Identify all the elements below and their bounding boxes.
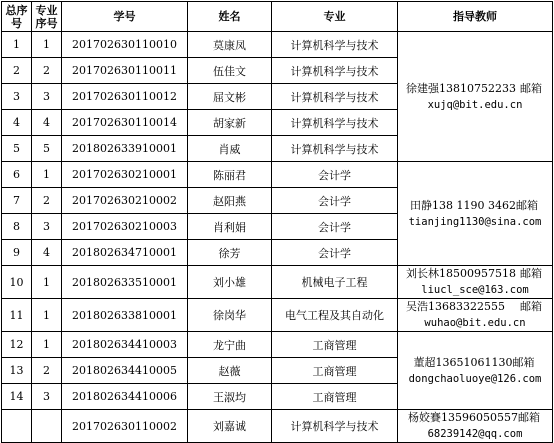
header-overall-no: 总序号 xyxy=(2,2,32,32)
table-row xyxy=(2,332,553,358)
major-no-cell: 1 xyxy=(32,299,62,332)
student-id-cell: 201702630210003 xyxy=(62,214,188,240)
overall-no-cell: 8 xyxy=(2,214,32,240)
major-no-cell: 1 xyxy=(32,32,62,58)
name-cell: 王淑均 xyxy=(188,384,272,410)
name-cell: 胡家新 xyxy=(188,110,272,136)
advisor-cell xyxy=(398,162,553,266)
major-cell: 计算机科学与技术 xyxy=(272,58,398,84)
name-cell: 肖利娟 xyxy=(188,214,272,240)
advisor-email-label: 邮箱 xyxy=(520,267,542,280)
name-cell: 刘小雄 xyxy=(188,266,272,299)
major-no-cell: 1 xyxy=(32,332,62,358)
header-advisor: 指导教师 xyxy=(398,2,553,32)
name-cell: 徐芳 xyxy=(188,240,272,266)
overall-no-cell: 14 xyxy=(2,384,32,410)
student-advisor-table xyxy=(1,1,553,443)
student-id-cell: 201802634410005 xyxy=(62,358,188,384)
student-id-cell: 201702630110012 xyxy=(62,84,188,110)
overall-no-cell: 3 xyxy=(2,84,32,110)
advisor-email: wuhao@bit.edu.cn xyxy=(424,317,526,329)
major-no-cell: 3 xyxy=(32,384,62,410)
overall-no-cell: 12 xyxy=(2,332,32,358)
student-id-cell: 201802634710001 xyxy=(62,240,188,266)
student-id-cell: 201802633510001 xyxy=(62,266,188,299)
name-cell: 肖威 xyxy=(188,136,272,162)
major-no-cell: 2 xyxy=(32,58,62,84)
advisor-phone: 杨姣賽13596050557邮箱 xyxy=(408,411,540,424)
student-id-cell: 201702630110014 xyxy=(62,110,188,136)
name-cell: 刘嘉诚 xyxy=(188,410,272,443)
major-cell: 电气工程及其自动化 xyxy=(272,299,398,332)
major-cell: 工商管理 xyxy=(272,332,398,358)
name-cell: 屈文彬 xyxy=(188,84,272,110)
overall-no-cell: 4 xyxy=(2,110,32,136)
advisor-phone: 刘长林18500957518 xyxy=(406,267,516,280)
major-cell: 会计学 xyxy=(272,214,398,240)
advisor-phone: 吴浩13683322555 xyxy=(406,300,505,313)
overall-no-cell: 5 xyxy=(2,136,32,162)
overall-no-cell: 1 xyxy=(2,32,32,58)
overall-no-cell: 7 xyxy=(2,188,32,214)
major-cell: 会计学 xyxy=(272,240,398,266)
advisor-cell xyxy=(398,32,553,162)
advisor-email: liucl_sce@163.com xyxy=(421,284,529,296)
student-id-cell: 201802633910001 xyxy=(62,136,188,162)
major-no-cell: 4 xyxy=(32,110,62,136)
student-id-cell: 201802634410003 xyxy=(62,332,188,358)
advisor-cell xyxy=(398,332,553,410)
name-cell: 赵薇 xyxy=(188,358,272,384)
major-no-cell: 3 xyxy=(32,84,62,110)
name-cell: 龙宁曲 xyxy=(188,332,272,358)
major-no-cell: 5 xyxy=(32,136,62,162)
header-student-id: 学号 xyxy=(62,2,188,32)
advisor-cell xyxy=(398,299,553,332)
advisor-email: 68239142@qq.com xyxy=(427,428,523,440)
major-cell: 计算机科学与技术 xyxy=(272,84,398,110)
header-name: 姓名 xyxy=(188,2,272,32)
major-no-cell: 1 xyxy=(32,266,62,299)
major-no-cell: 3 xyxy=(32,214,62,240)
major-cell: 计算机科学与技术 xyxy=(272,32,398,58)
name-cell: 徐岗华 xyxy=(188,299,272,332)
advisor-cell xyxy=(398,266,553,299)
overall-no-cell xyxy=(2,410,32,443)
advisor-phone: 董超13651061130邮箱 xyxy=(413,355,535,369)
major-cell: 计算机科学与技术 xyxy=(272,110,398,136)
major-no-cell: 2 xyxy=(32,358,62,384)
table-row xyxy=(2,299,553,332)
major-cell: 工商管理 xyxy=(272,384,398,410)
major-no-cell: 4 xyxy=(32,240,62,266)
student-id-cell: 201702630210002 xyxy=(62,188,188,214)
name-cell: 伍佳文 xyxy=(188,58,272,84)
major-cell: 计算机科学与技术 xyxy=(272,410,398,443)
major-no-cell xyxy=(32,410,62,443)
major-cell: 工商管理 xyxy=(272,358,398,384)
advisor-cell xyxy=(398,410,553,443)
advisor-phone: 徐建强13810752233 xyxy=(406,81,516,95)
name-cell: 莫康凤 xyxy=(188,32,272,58)
advisor-email-label: 邮箱 xyxy=(520,81,542,95)
header-major: 专业 xyxy=(272,2,398,32)
major-cell: 计算机科学与技术 xyxy=(272,136,398,162)
advisor-email: dongchaoluoye@126.com xyxy=(408,372,542,385)
student-id-cell: 201802633810001 xyxy=(62,299,188,332)
student-id-cell: 201702630110010 xyxy=(62,32,188,58)
advisor-phone: 田静138 1190 3462邮箱 xyxy=(410,198,538,212)
overall-no-cell: 9 xyxy=(2,240,32,266)
overall-no-cell: 10 xyxy=(2,266,32,299)
student-id-cell: 201702630110011 xyxy=(62,58,188,84)
major-cell: 会计学 xyxy=(272,188,398,214)
major-cell: 机械电子工程 xyxy=(272,266,398,299)
student-id-cell: 201702630210001 xyxy=(62,162,188,188)
advisor-email-label: 邮箱 xyxy=(520,300,542,313)
overall-no-cell: 11 xyxy=(2,299,32,332)
header-major-no: 专业序号 xyxy=(32,2,62,32)
major-cell: 会计学 xyxy=(272,162,398,188)
name-cell: 赵阳燕 xyxy=(188,188,272,214)
overall-no-cell: 6 xyxy=(2,162,32,188)
header-row xyxy=(2,2,553,32)
overall-no-cell: 13 xyxy=(2,358,32,384)
table-row xyxy=(2,266,553,299)
advisor-email: xujq@bit.edu.cn xyxy=(427,98,523,111)
student-id-cell: 201802634410006 xyxy=(62,384,188,410)
major-no-cell: 1 xyxy=(32,162,62,188)
table-row xyxy=(2,410,553,443)
overall-no-cell: 2 xyxy=(2,58,32,84)
advisor-email: tianjing1130@sina.com xyxy=(408,215,542,228)
name-cell: 陈丽君 xyxy=(188,162,272,188)
table-row xyxy=(2,32,553,58)
major-no-cell: 2 xyxy=(32,188,62,214)
table-row xyxy=(2,162,553,188)
student-id-cell: 201702630110002 xyxy=(62,410,188,443)
